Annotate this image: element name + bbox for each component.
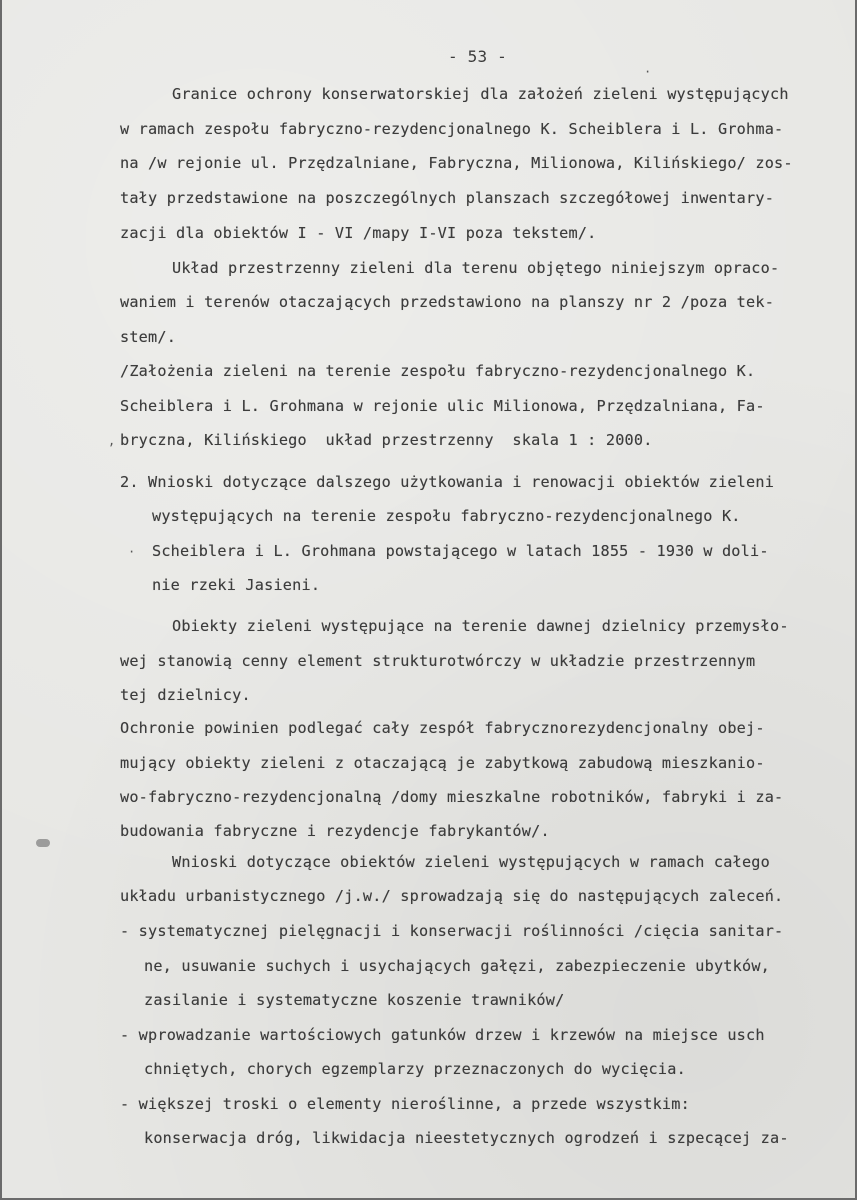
text-line: zacji dla obiektów I - VI /mapy I-VI poza tekstem/. <box>120 224 597 242</box>
punch-hole-mark <box>36 839 50 847</box>
text-line: budowania fabryczne i rezydencje fabrykantów/. <box>120 822 550 840</box>
text-line: w ramach zespołu fabryczno-rezydencjonalnego K. Scheiblera i L. Grohma- <box>120 120 784 138</box>
page-edge-left <box>0 0 2 1200</box>
text-line: Wnioski dotyczące obiektów zieleni występujących w ramach całego <box>172 853 770 871</box>
text-line: Układ przestrzenny zieleni dla terenu objętego niniejszym opraco- <box>172 259 780 277</box>
text-line: mujący obiekty zieleni z otaczającą je zabytkową zabudową mieszkanio- <box>120 754 765 772</box>
text-line: ne, usuwanie suchych i usychających gałęzi, zabezpieczenie ubytków, <box>144 957 771 975</box>
list-item: - większej troski o elementy nieroślinne, a przede wszystkim: <box>120 1095 690 1113</box>
list-item: - systematycznej pielęgnacji i konserwacji roślinności /cięcia sanitar- <box>120 922 784 940</box>
text-line: stem/. <box>120 328 177 346</box>
text-line: nie rzeki Jasieni. <box>152 576 321 594</box>
text-line: /Założenia zieleni na terenie zespołu fabryczno-rezydencjonalnego K. <box>120 362 756 380</box>
text-line: chniętych, chorych egzemplarzy przeznaczonych do wycięcia. <box>144 1060 686 1078</box>
text-line: tej dzielnicy. <box>120 686 251 704</box>
margin-mark: · <box>128 545 136 559</box>
text-line: na /w rejonie ul. Przędzalniane, Fabryczna, Milionowa, Kilińskiego/ zos- <box>120 154 793 172</box>
text-line: wo-fabryczno-rezydencjonalną /domy mieszkalne robotników, fabryki i za- <box>120 788 784 806</box>
margin-mark: · <box>644 65 652 79</box>
text-line: konserwacja dróg, likwidacja nieestetycznych ogrodzeń i szpecącej za- <box>144 1129 789 1147</box>
text-line: występujących na terenie zespołu fabryczno-rezydencjonalnego K. <box>152 507 741 525</box>
margin-mark: , <box>108 434 116 448</box>
text-line: zasilanie i systematyczne koszenie trawników/ <box>144 991 565 1009</box>
text-line: układu urbanistycznego /j.w./ sprowadzają się do następujących zaleceń. <box>120 887 784 905</box>
text-line: Ochronie powinien podlegać cały zespół fabrycznorezydencjonalny obej- <box>120 719 765 737</box>
list-item: - wprowadzanie wartościowych gatunków drzew i krzewów na miejsce usch <box>120 1026 765 1044</box>
text-line: bryczna, Kilińskiego układ przestrzenny skala 1 : 2000. <box>120 431 653 449</box>
text-line: tały przedstawione na poszczególnych planszach szczegółowej inwentary- <box>120 189 775 207</box>
text-line: Scheiblera i L. Grohmana powstającego w latach 1855 - 1930 w doli- <box>152 542 769 560</box>
text-line: waniem i terenów otaczających przedstawiono na planszy nr 2 /poza tek- <box>120 293 775 311</box>
text-line: Obiekty zieleni występujące na terenie dawnej dzielnicy przemysło- <box>172 617 789 635</box>
section-heading: 2. Wnioski dotyczące dalszego użytkowania i renowacji obiektów zieleni <box>120 473 775 491</box>
text-line: wej stanowią cenny element strukturotwórczy w układzie przestrzennym <box>120 652 756 670</box>
page-number: - 53 - <box>448 47 507 66</box>
text-line: Scheiblera i L. Grohmana w rejonie ulic Milionowa, Przędzalniana, Fa- <box>120 397 765 415</box>
text-line: Granice ochrony konserwatorskiej dla założeń zieleni występujących <box>172 85 789 103</box>
